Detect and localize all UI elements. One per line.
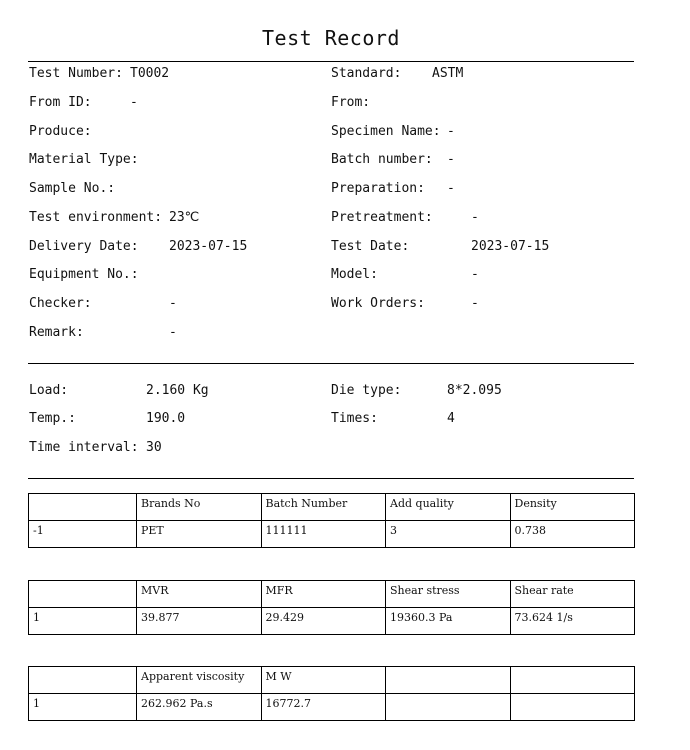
test-number-value: T0002 — [130, 66, 170, 81]
divider — [28, 478, 634, 479]
table-cell: 0.738 — [510, 521, 635, 548]
table-cell: 19360.3 Pa — [386, 608, 511, 635]
produce-label: Produce: — [29, 124, 92, 139]
from-label: From: — [331, 95, 371, 110]
specimen-name-value: - — [447, 124, 455, 139]
batch-number-label: Batch number: — [331, 152, 433, 167]
table-row — [29, 608, 635, 635]
divider — [28, 61, 634, 62]
table-header-row — [29, 581, 635, 608]
table-cell: PET — [137, 521, 262, 548]
table-cell: 262.962 Pa.s — [137, 694, 262, 721]
times-value: 4 — [447, 411, 455, 426]
standard-value: ASTM — [432, 66, 464, 81]
preparation-label: Preparation: — [331, 181, 425, 196]
table-cell: 111111 — [261, 521, 386, 548]
table-header-cell — [386, 667, 511, 694]
model-label: Model: — [331, 267, 378, 282]
pretreatment-value: - — [471, 210, 479, 225]
table-header-row — [29, 667, 635, 694]
table-cell — [386, 694, 511, 721]
checker-label: Checker: — [29, 296, 92, 311]
table-header-cell: Brands No — [137, 494, 262, 521]
test-number-label: Test Number: — [29, 66, 123, 81]
load-label: Load: — [29, 383, 69, 398]
test-environment-value: 23℃ — [169, 210, 200, 225]
load-value: 2.160 Kg — [146, 383, 209, 398]
checker-value: - — [169, 296, 177, 311]
table-header-cell: MFR — [261, 581, 386, 608]
remark-value: - — [169, 325, 177, 340]
times-label: Times: — [331, 411, 378, 426]
from-id-value: - — [130, 95, 138, 110]
from-id-label: From ID: — [29, 95, 92, 110]
table-header-cell: Apparent viscosity — [137, 667, 262, 694]
equipment-no-label: Equipment No.: — [29, 267, 139, 282]
table-header-cell — [29, 667, 137, 694]
temp-label: Temp.: — [29, 411, 76, 426]
delivery-date-label: Delivery Date: — [29, 239, 139, 254]
die-type-label: Die type: — [331, 383, 402, 398]
table-cell — [510, 694, 635, 721]
batch-number-value: - — [447, 152, 455, 167]
temp-value: 190.0 — [146, 411, 186, 426]
table-cell: 29.429 — [261, 608, 386, 635]
table-cell: 1 — [29, 694, 137, 721]
table-header-cell: M W — [261, 667, 386, 694]
table-row — [29, 694, 635, 721]
table-row — [29, 521, 635, 548]
test-date-label: Test Date: — [331, 239, 410, 254]
model-value: - — [471, 267, 479, 282]
results-table — [28, 580, 635, 635]
sample-no-label: Sample No.: — [29, 181, 116, 196]
table-cell: 1 — [29, 608, 137, 635]
table-header-cell: Batch Number — [261, 494, 386, 521]
time-interval-value: 30 — [146, 440, 162, 455]
divider — [28, 363, 634, 364]
table-header-cell: Shear stress — [386, 581, 511, 608]
test-environment-label: Test environment: — [29, 210, 163, 225]
standard-label: Standard: — [331, 66, 402, 81]
material-type-label: Material Type: — [29, 152, 139, 167]
table-cell: 73.624 1/s — [510, 608, 635, 635]
remark-label: Remark: — [29, 325, 84, 340]
table-header-cell — [29, 581, 137, 608]
die-type-value: 8*2.095 — [447, 383, 502, 398]
table-cell: -1 — [29, 521, 137, 548]
pretreatment-label: Pretreatment: — [331, 210, 433, 225]
page-title: Test Record — [262, 26, 400, 50]
table-cell: 16772.7 — [261, 694, 386, 721]
specimen-name-label: Specimen Name: — [331, 124, 441, 139]
viscosity-table — [28, 666, 635, 721]
test-date-value: 2023-07-15 — [471, 239, 550, 254]
table-header-row — [29, 494, 635, 521]
time-interval-label: Time interval: — [29, 440, 139, 455]
table-header-cell: MVR — [137, 581, 262, 608]
table-header-cell: Density — [510, 494, 635, 521]
table-cell: 3 — [386, 521, 511, 548]
table-header-cell: Shear rate — [510, 581, 635, 608]
preparation-value: - — [447, 181, 455, 196]
table-header-cell: Add quality — [386, 494, 511, 521]
work-orders-value: - — [471, 296, 479, 311]
sample-table — [28, 493, 635, 548]
delivery-date-value: 2023-07-15 — [169, 239, 248, 254]
table-cell: 39.877 — [137, 608, 262, 635]
table-header-cell — [510, 667, 635, 694]
work-orders-label: Work Orders: — [331, 296, 425, 311]
table-header-cell — [29, 494, 137, 521]
